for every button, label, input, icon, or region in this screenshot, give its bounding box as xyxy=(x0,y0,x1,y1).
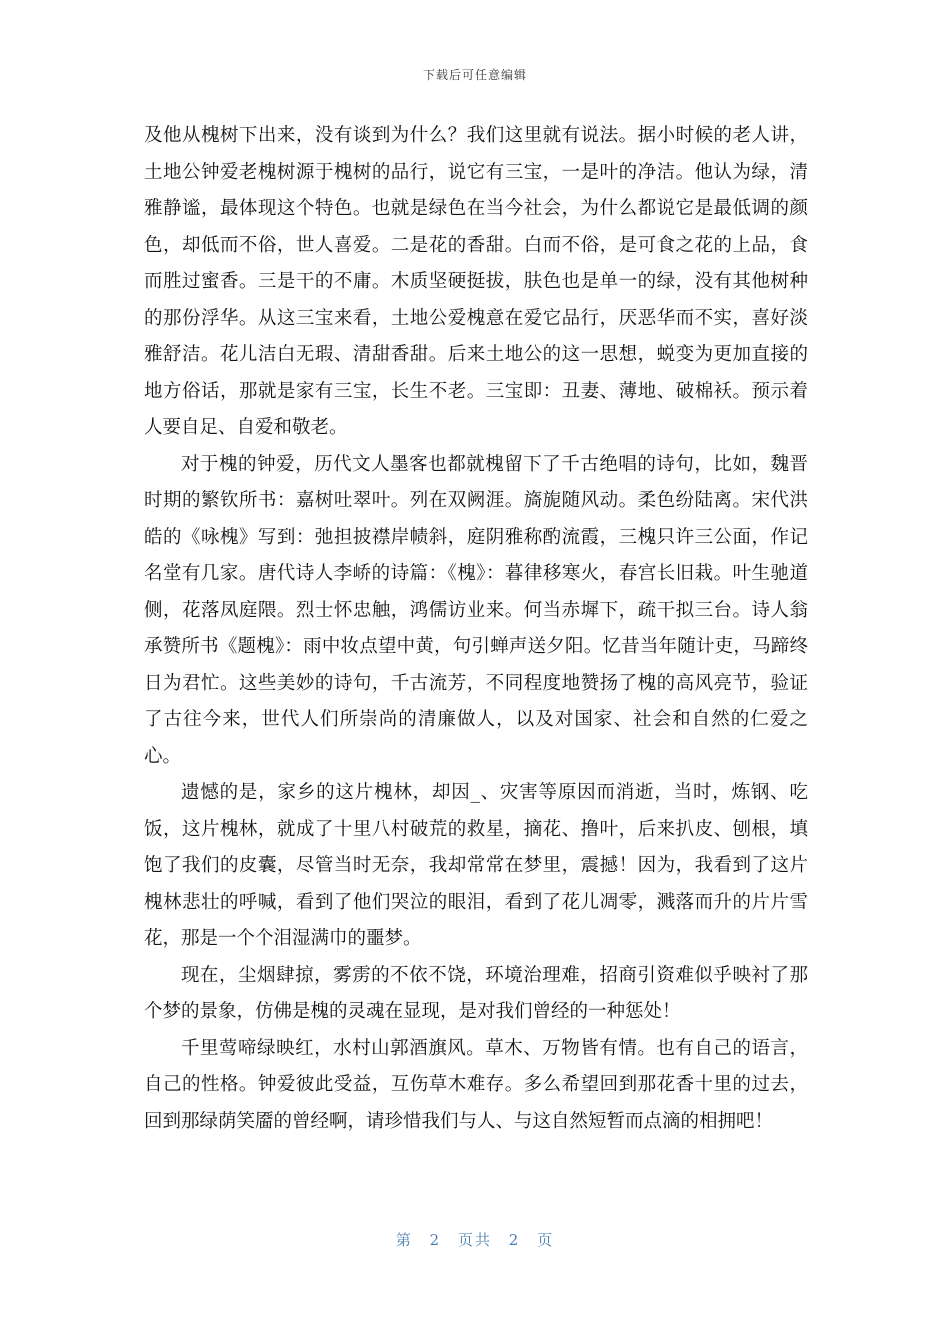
paragraph-2: 对于槐的钟爱，历代文人墨客也都就槐留下了千古绝唱的诗句，比如，魏晋时期的繁钦所书：嘉树吐翠叶。列在双阙涯。旖旎随风动。柔色纷陆离。宋代洪皓的《咏槐》写到：弛担披襟岸帻斜，庭阴雅称酌流霞，三槐只许三公面，作记名堂有几家。唐代诗人李峤的诗篇：《槐》：暮律移寒火，春宫长旧栽。叶生驰道侧，花落凤庭隈。烈士怀忠触，鸿儒访业来。何当赤墀下，疏干拟三台。诗人翁承赞所书《题槐》：雨中妆点望中黄，句引蝉声送夕阳。忆昔当年随计吏，马蹄终日为君忙。这些美妙的诗句，千古流芳，不同程度地赞扬了槐的高风亮节，验证了古往今来，世代人们所崇尚的清廉做人，以及对国家、社会和自然的仁爱之心。 xyxy=(144,453,808,767)
paragraph-5: 千里莺啼绿映红，水村山郭酒旗风。草木、万物皆有情。也有自己的语言，自己的性格。钟爱彼此受益，互伤草木难存。多么希望回到那花香十里的过去，回到那绿荫笑靥的曾经啊，请珍惜我们与人、与这自然短暂而点滴的相拥吧！ xyxy=(144,1037,808,1132)
paragraph-1: 及他从槐树下出来，没有谈到为什么？我们这里就有说法。据小时候的老人讲，土地公钟爱老槐树源于槐树的品行，说它有三宝，一是叶的净洁。他认为绿，清雅静谧，最体现这个特色。也就是绿色在当今社会，为什么都说它是最低调的颜色，却低而不俗，世人喜爱。二是花的香甜。白而不俗，是可食之花的上品，食而胜过蜜香。三是干的不庸。木质坚硬挺拔，肤色也是单一的绿，没有其他树种的那份浮华。从这三宝来看，土地公爱槐意在爱它品行，厌恶华而不实，喜好淡雅舒洁。花儿洁白无瑕、清甜香甜。后来土地公的这一思想，蜕变为更加直接的地方俗话，那就是家有三宝，长生不老。三宝即：丑妻、薄地、破棉袄。预示着人要自足、自爱和敬老。 xyxy=(144,125,808,438)
document-body xyxy=(144,118,808,1140)
page-number-footer: 第 2 页共 2 页 xyxy=(395,1231,555,1249)
paragraph-3: 遗憾的是，家乡的这片槐林，却因_、灾害等原因而消逝，当时，炼钢、吃饭，这片槐林，就成了十里八村破荒的救星，摘花、撸叶，后来扒皮、刨根，填饱了我们的皮囊，尽管当时无奈，我却常常在梦里，震撼！因为，我看到了这片槐林悲壮的呼喊，看到了他们哭泣的眼泪，看到了花儿凋零，溅落而升的片片雪花，那是一个个泪湿满巾的噩梦。 xyxy=(144,782,808,949)
page-header: 下载后可任意编辑 xyxy=(422,68,527,82)
paragraph-4: 现在，尘烟肆掠，雾雳的不依不饶，环境治理难，招商引资难似乎映衬了那个梦的景象，仿佛是槐的灵魂在显现，是对我们曾经的一种惩处！ xyxy=(144,964,808,1022)
